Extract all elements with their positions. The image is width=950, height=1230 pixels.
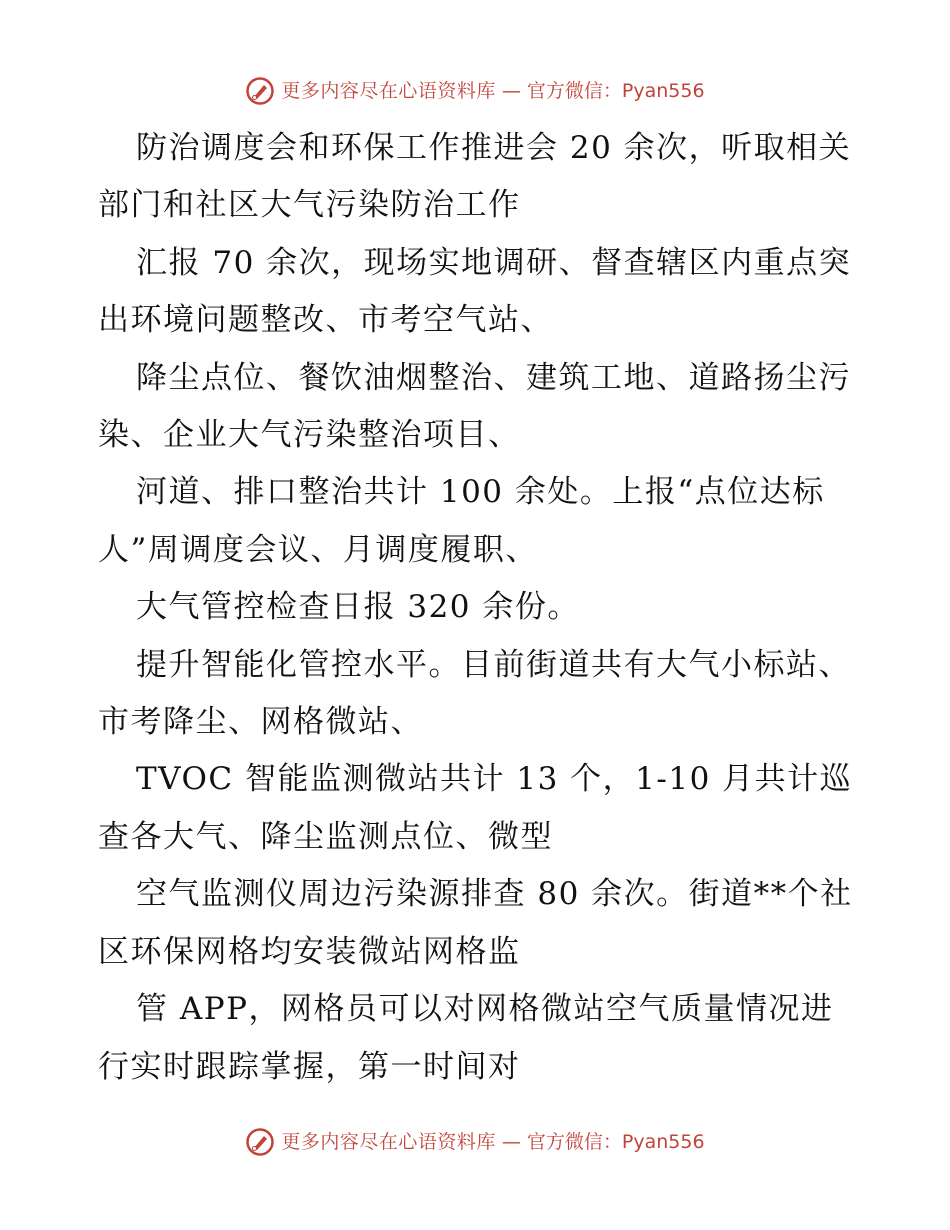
pen-logo-icon (245, 1127, 275, 1157)
watermark-main-text: 更多内容尽在心语资料库 (281, 1131, 496, 1153)
paragraph: 防治调度会和环保工作推进会 20 余次，听取相关部门和社区大气污染防治工作 (98, 130, 852, 224)
paragraph: 提升智能化管控水平。目前街道共有大气小标站、市考降尘、网格微站、 (98, 646, 851, 741)
watermark-header (0, 76, 950, 106)
paragraph: 汇报 70 余次，现场实地调研、督查辖区内重点突出环境问题整改、市考空气站、 (98, 244, 852, 339)
paragraph: 大气管控检查日报 320 余份。 (136, 589, 580, 626)
document-body (98, 120, 858, 1096)
paragraph: 空气监测仪周边污染源排查 80 余次。街道**个社区环保网格均安装微站网格监 (98, 876, 853, 970)
paragraph: 管 APP，网格员可以对网格微站空气质量情况进行实时跟踪掌握，第一时间对 (98, 991, 834, 1085)
paragraph: TVOC 智能监测微站共计 13 个，1-10 月共计巡查各大气、降尘监测点位、微型 (98, 761, 853, 855)
watermark-dash: — (501, 1131, 521, 1153)
watermark-main-text: 更多内容尽在心语资料库 (281, 80, 496, 102)
watermark-wechat-text: 官方微信：Pyan556 (526, 1131, 705, 1153)
paragraph: 降尘点位、餐饮油烟整治、建筑工地、道路扬尘污染、企业大气污染整治项目、 (98, 359, 851, 454)
watermark-dash: — (501, 80, 521, 102)
watermark-footer (0, 1127, 950, 1157)
paragraph: 河道、排口整治共计 100 余处。上报“点位达标人”周调度会议、月调度履职、 (98, 474, 825, 568)
pen-logo-icon (245, 76, 275, 106)
watermark-wechat-text: 官方微信：Pyan556 (526, 80, 705, 102)
